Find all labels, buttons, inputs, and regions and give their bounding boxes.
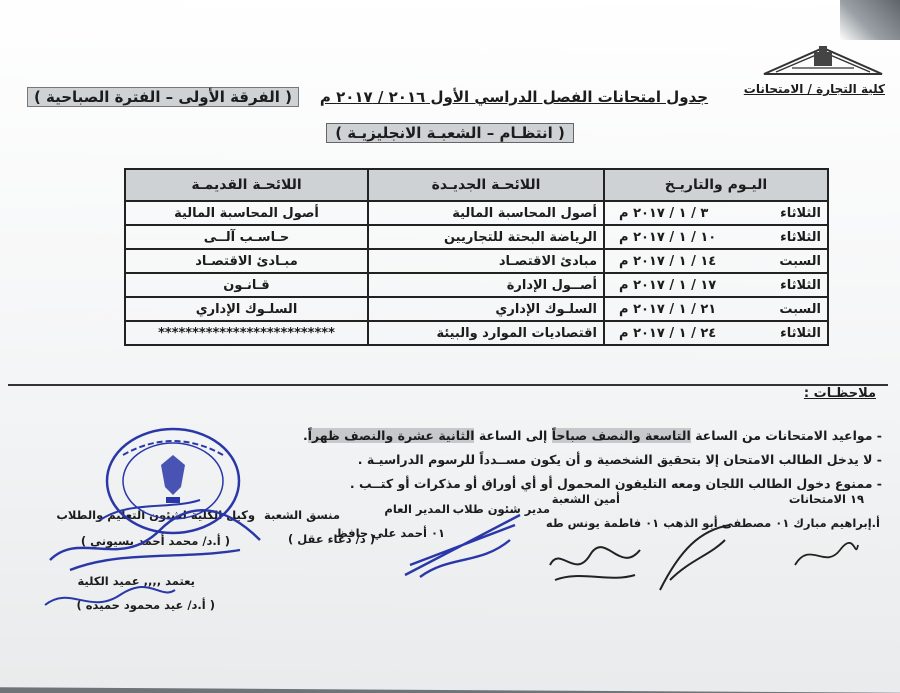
document-subtitle <box>290 124 610 142</box>
day-name: الثلاثاء <box>780 205 821 221</box>
new-subject: أصول المحاسبة المالية <box>368 201 604 225</box>
header-old-regulation: اللائحـة القديمـة <box>125 169 368 201</box>
secretary-title: أمين الشعبة <box>551 492 620 506</box>
coordinator-title: منسق الشعبة <box>263 508 340 522</box>
day-name: الثلاثاء <box>780 277 821 293</box>
general-manager-title: المدير العام <box>384 502 450 516</box>
note-item <box>282 424 882 448</box>
section-divider <box>8 384 888 386</box>
note-text: - مواعيد الامتحانات من الساعة <box>690 428 882 443</box>
new-subject: مبادئ الاقتصـاد <box>368 249 604 273</box>
exam-date: ١٧ / ١ / ٢٠١٧ م <box>619 277 717 293</box>
student-affairs-signature-icon <box>540 535 650 590</box>
exam-date: ١٠ / ١ / ٢٠١٧ م <box>619 229 717 245</box>
approval-line: يعتمد ,,,, عميد الكلية <box>77 574 195 588</box>
header-day-date: اليـوم والتاريـخ <box>604 169 828 201</box>
exam-date: ٢٤ / ١ / ٢٠١٧ م <box>619 325 717 341</box>
exam-date: ١٤ / ١ / ٢٠١٧ م <box>619 253 717 269</box>
day-date-cell <box>604 297 828 321</box>
college-name: كلية التجارة / الامتحانات <box>743 82 885 96</box>
dean-signature-icon <box>40 580 180 620</box>
table-row <box>125 273 828 297</box>
table-row <box>125 297 828 321</box>
subtitle-label: ( انتظـام – الشعبـة الانجليزيـة ) <box>326 123 574 143</box>
exam-date: ٣ / ١ / ٢٠١٧ م <box>619 205 709 221</box>
day-name: السبت <box>779 253 821 269</box>
table-row <box>125 249 828 273</box>
title-main: جدول امتحانات الفصل الدراسي الأول ٢٠١٦ / ٢٠١٧ م <box>319 88 709 106</box>
old-subject: السلـوك الإداري <box>125 297 368 321</box>
new-subject: اقتصاديات الموارد والبيئة <box>368 321 604 345</box>
note-highlight: الثانية عشرة والنصف ظهراً <box>307 428 475 443</box>
vice-dean-title: وكيل الكلية لشئون التعليم والطلاب <box>56 508 255 522</box>
table-row <box>125 225 828 249</box>
exam-schedule-table <box>124 168 829 346</box>
vice-dean-name: ( أ.د/ محمد أحمد بسيوني ) <box>80 534 230 548</box>
exams-signature-icon <box>790 535 860 575</box>
table-row <box>125 321 828 345</box>
title-group: ( الفرقة الأولى – الفترة الصباحية ) <box>27 87 299 107</box>
exams-title: ١٩ الامتحانات <box>788 492 864 506</box>
dean-name: ( أ.د/ عيد محمود حميده ) <box>76 598 215 612</box>
note-item: - ممنوع دخول الطالب اللجان ومعه التليفون المحمول أو أي أوراق أو مذكرات أو كتــب . <box>349 476 882 491</box>
day-name: الثلاثاء <box>780 325 821 341</box>
day-name: الثلاثاء <box>780 229 821 245</box>
general-manager-name: ٠١ أحمد علي حافظ <box>335 526 445 540</box>
day-date-cell <box>604 273 828 297</box>
page-edge-shadow <box>840 0 900 40</box>
old-subject: مبـادئ الاقتصـاد <box>125 249 368 273</box>
notes-heading: ملاحظـات : <box>803 386 876 401</box>
day-date-cell <box>604 225 828 249</box>
note-text: . <box>302 428 308 443</box>
coordinator-name: ( د/ دعاء عقل ) <box>288 532 375 546</box>
table-header-row <box>125 169 828 201</box>
header-new-regulation: اللائحـة الجديـدة <box>368 169 604 201</box>
day-name: السبت <box>779 301 821 317</box>
new-subject: الرياضة البحتة للتجاريين <box>368 225 604 249</box>
table-row <box>125 201 828 225</box>
old-subject: حـاسـب آلــى <box>125 225 368 249</box>
vice-dean-signature-icon <box>40 490 270 580</box>
new-subject: أصــول الإدارة <box>368 273 604 297</box>
day-date-cell <box>604 249 828 273</box>
note-item: - لا يدخل الطالب الامتحان إلا بتحقيق الشخصية و أن يكون مســدداً للرسوم الدراسيـة . <box>357 452 882 467</box>
exam-date: ٢١ / ١ / ٢٠١٧ م <box>619 301 717 317</box>
student-affairs-title: مدير شئون طلاب <box>452 502 550 516</box>
day-date-cell <box>604 321 828 345</box>
day-date-cell <box>604 201 828 225</box>
notes-list <box>282 424 882 496</box>
note-highlight: التاسعة والنصف صباحاً <box>551 428 691 443</box>
document-title <box>0 88 735 106</box>
university-logo <box>762 44 884 76</box>
exams-staff-names: أ.إبراهيم مبارك ٠١ مصطفى أبو الذهب ٠١ فاطمة يونس طه <box>545 516 880 530</box>
old-subject: أصول المحاسبة المالية <box>125 201 368 225</box>
new-subject: السلـوك الإداري <box>368 297 604 321</box>
note-text: إلى الساعة <box>474 428 552 443</box>
general-manager-signature-icon <box>400 505 530 585</box>
secretary-signature-icon <box>650 520 740 595</box>
old-subject: ************************** <box>125 321 368 345</box>
old-subject: قـانـون <box>125 273 368 297</box>
